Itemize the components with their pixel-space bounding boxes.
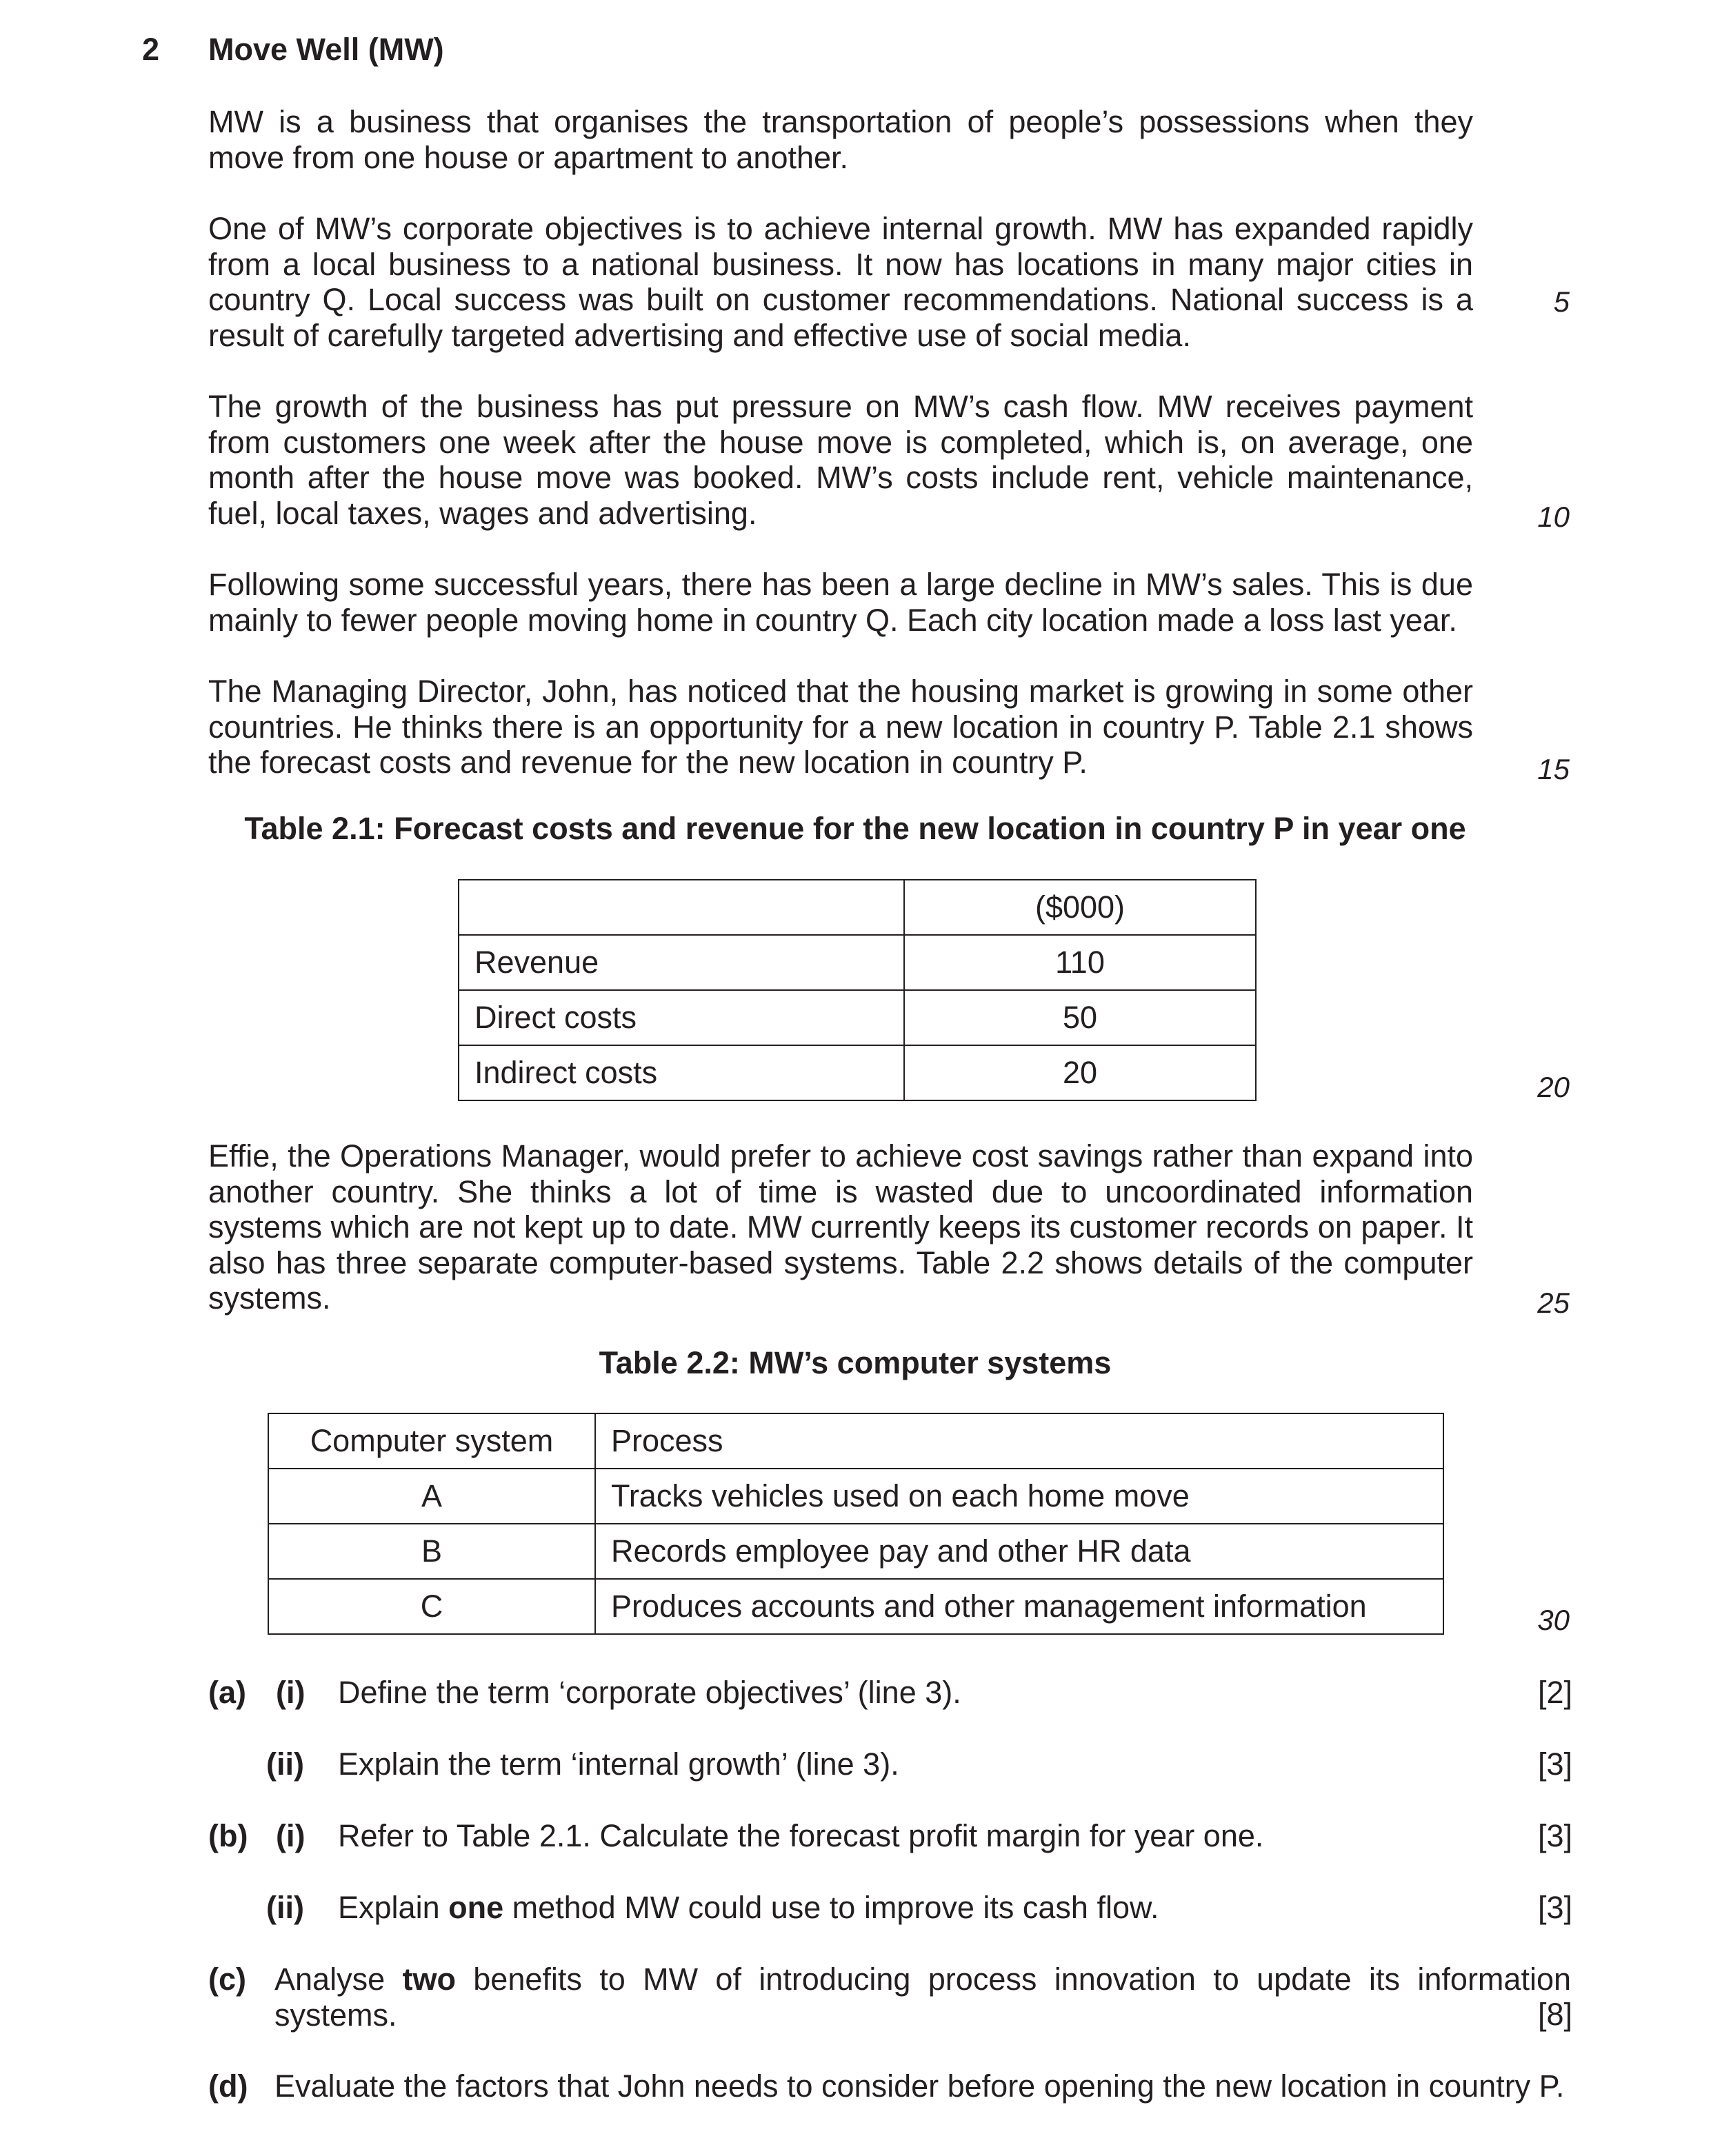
table-header-cell: Computer system [268, 1413, 595, 1469]
table-row [459, 880, 1256, 935]
paragraph-3: The growth of the business has put pressure on MW’s cash flow. MW receives payment from customers one week after the house move is completed, which is, on average, one month after the house move was booked. MW’s costs include rent, vehicle maintenance, fuel, local taxes, wages and advertising. [208, 389, 1473, 531]
subquestion-c-text [274, 1962, 1571, 2033]
question-number: 2 [142, 32, 160, 67]
table-cell: Tracks vehicles used on each home move [595, 1469, 1443, 1524]
subquestion-b-label: (b) [208, 1818, 248, 1853]
paragraph-2: One of MW’s corporate objectives is to achieve internal growth. MW has expanded rapidly from a local business to a national business. It now has locations in many major cities in country Q. Local success was built on customer recommendations. National success is a result of carefully targeted advertising and effective use of social media. [208, 211, 1473, 353]
subquestion-a-i-text: Define the term ‘corporate objectives’ (line 3). [338, 1675, 961, 1710]
subquestion-b-ii-label: (ii) [266, 1890, 304, 1925]
subquestion-a-ii-text: Explain the term ‘internal growth’ (line 3). [338, 1746, 899, 1782]
table-1-caption: Table 2.1: Forecast costs and revenue for the new location in country P in year one [244, 811, 1466, 846]
table-cell: 20 [904, 1045, 1256, 1100]
table-cell: Produces accounts and other management information [595, 1579, 1443, 1634]
paragraph-1: MW is a business that organises the transportation of people’s possessions when they move from one house or apartment to another. [208, 104, 1473, 175]
table-2-caption: Table 2.2: MW’s computer systems [599, 1345, 1112, 1380]
subquestion-c-label: (c) [208, 1962, 246, 1997]
table-cell: 50 [904, 990, 1256, 1045]
table-row [459, 935, 1256, 990]
table-cell [459, 880, 904, 935]
question-title: Move Well (MW) [208, 32, 444, 67]
table-cell: Indirect costs [459, 1045, 904, 1100]
table-cell: Direct costs [459, 990, 904, 1045]
table-row [268, 1524, 1443, 1579]
table-row [268, 1413, 1443, 1469]
table-cell: Revenue [459, 935, 904, 990]
line-number-30: 30 [1537, 1604, 1570, 1636]
subquestion-c-text-pre: Analyse [274, 1962, 403, 1997]
table-row [459, 990, 1256, 1045]
subquestion-c-marks: [8] [1537, 1997, 1572, 2032]
table-row [268, 1579, 1443, 1634]
table-cell: A [268, 1469, 595, 1524]
paragraph-4: Following some successful years, there has been a large decline in MW’s sales. This is due mainly to fewer people moving home in country Q. Each city location made a loss last year. [208, 567, 1473, 638]
table-cell: 110 [904, 935, 1256, 990]
subquestion-d-label: (d) [208, 2068, 248, 2104]
subquestion-c-text-post: benefits to MW of introducing process innovation to update its information systems. [274, 1962, 1571, 2033]
table-header-cell: Process [595, 1413, 1443, 1469]
subquestion-b-ii-text-bold: one [448, 1890, 504, 1925]
table-header-cell: ($000) [904, 880, 1256, 935]
table-row [268, 1469, 1443, 1524]
table-cell: C [268, 1579, 595, 1634]
table-1 [458, 879, 1257, 1101]
line-number-10: 10 [1537, 501, 1570, 533]
subquestion-c-text-bold: two [402, 1962, 456, 1997]
line-number-25: 25 [1537, 1287, 1570, 1319]
table-cell: B [268, 1524, 595, 1579]
subquestion-b-i-marks: [3] [1537, 1818, 1572, 1853]
subquestion-a-ii-label: (ii) [266, 1746, 304, 1782]
subquestion-a-label: (a) [208, 1675, 246, 1710]
subquestion-b-ii-text-post: method MW could use to improve its cash flow. [503, 1890, 1159, 1925]
line-number-15: 15 [1537, 753, 1570, 785]
subquestion-a-i-label: (i) [276, 1675, 306, 1710]
subquestion-a-ii-marks: [3] [1537, 1746, 1572, 1782]
line-number-5: 5 [1553, 285, 1570, 318]
subquestion-b-ii-text [338, 1890, 1159, 1926]
subquestion-b-ii-marks: [3] [1537, 1890, 1572, 1925]
subquestion-a-i-marks: [2] [1537, 1675, 1572, 1710]
table-row [459, 1045, 1256, 1100]
table-cell: Records employee pay and other HR data [595, 1524, 1443, 1579]
subquestion-d-text: Evaluate the factors that John needs to consider before opening the new location in country P. [274, 2068, 1565, 2104]
paragraph-5: The Managing Director, John, has noticed that the housing market is growing in some other countries. He thinks there is an opportunity for a new location in country P. Table 2.1 shows the forecast costs and revenue for the new location in country P. [208, 674, 1473, 780]
subquestion-b-ii-text-pre: Explain [338, 1890, 449, 1925]
paragraph-6: Effie, the Operations Manager, would prefer to achieve cost savings rather than expand into another country. She thinks a lot of time is wasted due to uncoordinated information systems which are not kept up to date. MW currently keeps its customer records on paper. It also has three separate computer-based systems. Table 2.2 shows details of the computer systems. [208, 1138, 1473, 1316]
table-2 [268, 1413, 1444, 1635]
subquestion-b-i-text: Refer to Table 2.1. Calculate the forecast profit margin for year one. [338, 1818, 1264, 1853]
subquestion-b-i-label: (i) [276, 1818, 306, 1853]
line-number-20: 20 [1537, 1071, 1570, 1103]
